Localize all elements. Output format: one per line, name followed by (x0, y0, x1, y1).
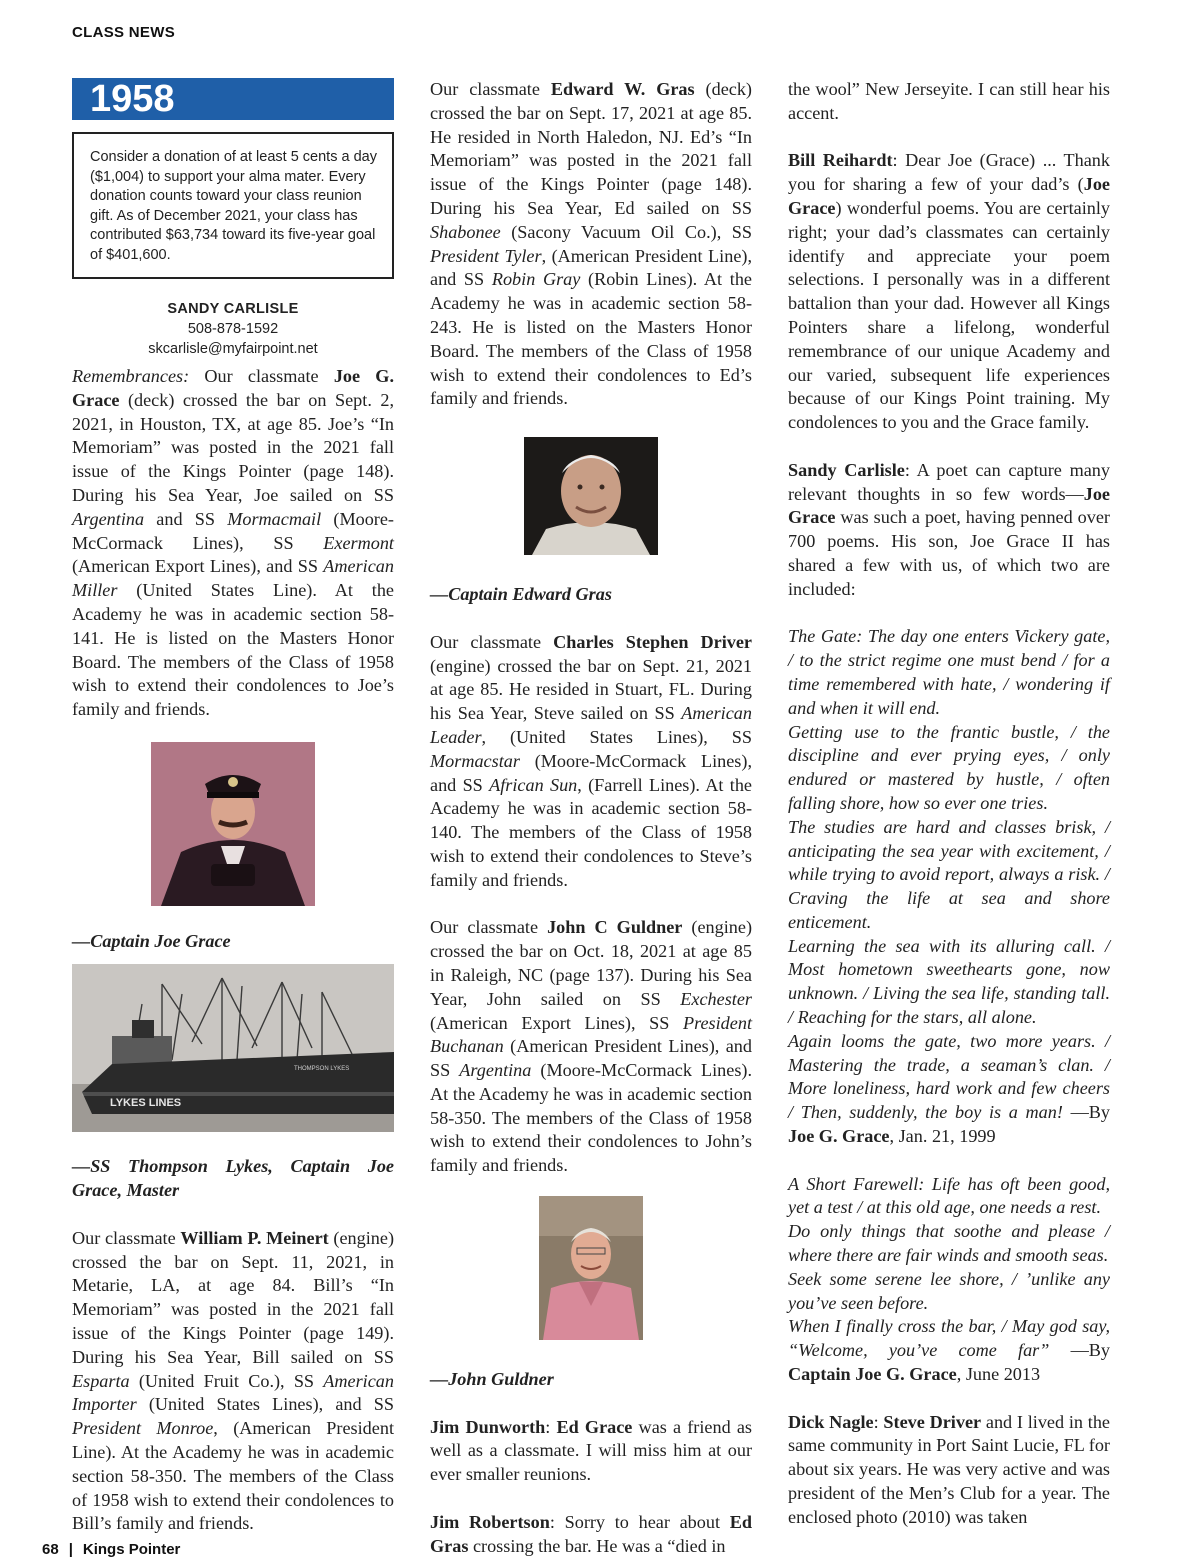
class-contact (72, 299, 394, 359)
caption-joe-grace: —Captain Joe Grace (72, 930, 231, 951)
ship-photo (72, 964, 394, 1132)
ed-gras-photo (524, 437, 658, 555)
page-number: 68 (42, 1541, 59, 1558)
publication-name: Kings Pointer (82, 1541, 181, 1558)
note-robertson: Jim Robertson: Sorry to hear about Ed Gras crossing the bar. He was a “died in (430, 1511, 752, 1556)
caption-guldner: —John Guldner (430, 1369, 554, 1390)
ship-bow-lettering: THOMPSON LYKES (294, 1065, 350, 1072)
article-ed-gras: Our classmate Edward W. Gras (deck) crossed the bar on Sept. 17, 2021 at age 85. He resided in North Haledon, NJ. Ed’s “In Memoriam” was posted in the 2021 fall issue of the Kings Pointer (page 148). During his Sea Year, Ed sailed on SS Shabonee (Sacony Vacuum Oil Co.), SS President Tyler, (American President Line), and SS Robin Gray (Robin Lines). At the Academy he was in academic section 58-243. He is listed on the Masters Honor Board. The members of the Class of 1958 wish to extend their condolences to Ed’s family and friends. (430, 79, 752, 409)
footer-separator: | (68, 1541, 73, 1558)
note-robertson-cont: the wool” New Jerseyite. I can still hear his accent. (788, 79, 1110, 123)
poem-short-farewell: A Short Farewell: Life has oft been good, yet a test / at this old age, one needs a rest. Do only things that soothe and please / where there are fair winds and smooth seas. Seek some serene lee shore, / ’unlike any you’ve seen before. When I finally cross the bar, / May god say, “Welcome, you’ve come far” —By Captain Joe G. Grace, June 2013 (788, 1173, 1110, 1385)
article-driver: Our classmate Charles Stephen Driver (engine) crossed the bar on Sept. 21, 2021 at age 85. He resided in Stuart, FL. During his Sea Year, Steve sailed on SS American Leader, (United States Lines), SS Mormacstar (Moore-McCormack Lines), and SS African Sun, (Farrell Lines). At the Academy he was in academic section 58-140. The members of the Class of 1958 wish to extend their condolences to Steve’s family and friends. (430, 631, 753, 890)
caption-ed-gras: —Captain Edward Gras (430, 584, 612, 605)
contact-email: skcarlisle@myfairpoint.net (148, 341, 318, 357)
donation-box: Consider a donation of at least 5 cents a day ($1,004) to support your alma mater. Every donation counts toward your class reunion gift. As of December 2021, your class has contributed $63,734 toward its five-year goal of $401,600. (72, 132, 394, 279)
ship-hull-lettering: LYKES LINES (110, 1096, 182, 1109)
note-nagle: Dick Nagle: Steve Driver and I lived in the same community in Port Saint Lucie, FL for about six years. He was very active and was president of the Men’s Club for a year. The enclosed photo (2010) was taken (788, 1411, 1110, 1527)
note-dunworth: Jim Dunworth: Ed Grace was a friend as well as a classmate. I will miss him at our ever smaller reunions. (430, 1416, 752, 1485)
poem-the-gate: The Gate: The day one enters Vickery gate, / to the strict regime one must bend / for a time remembered with hate, / wondering if and when it will end. Getting use to the frantic bustle, / the discipline and ever prying eyes, / only endured or mastered by hustle, / often falling shore, how so ever one tries. The studies are hard and classes brisk, / anticipating the sea year with excitement, / while trying to avoid report, always a risk. / Craving the life at sea and shore enticement. Learning the sea with its alluring call. / Most hometown sweethearts gone, now unknown. / Living the sea life, standing tall. / Reaching for the stars, all alone. Again looms the gate, two more years. / Mastering the trade, a seaman’s clan. / More loneliness, hard work and few cheers / Then, suddenly, the boy is a man! —By Joe G. Grace, Jan. 21, 1999 (788, 626, 1110, 1147)
page-footer (42, 1541, 180, 1558)
article-joe-grace: Remembrances: Our classmate Joe G. Grace (deck) crossed the bar on Sept. 2, 2021, in Houston, TX, at age 85. Joe’s “In Memoriam” was posted in the 2021 fall issue of the Kings Pointer (page 148). During his Sea Year, Joe sailed on SS Argentina and SS Mormacmail (Moore-McCormack Lines), SS Exermont (American Export Lines), and SS American Miller (United States Line). At the Academy he was in academic section 58-141. He is listed on the Masters Honor Board. The members of the Class of 1958 wish to extend their condolences to Joe’s family and friends. (72, 366, 394, 720)
column-1 (72, 78, 394, 1536)
section-label: CLASS NEWS (72, 24, 176, 41)
guldner-photo (539, 1196, 643, 1340)
contact-name: SANDY CARLISLE (167, 301, 299, 317)
caption-ship: —SS Thompson Lykes, Captain Joe Grace, Master (72, 1156, 394, 1201)
year-banner: 1958 (72, 78, 394, 120)
column-3 (788, 78, 1110, 1530)
note-carlisle: Sandy Carlisle: A poet can capture many relevant thoughts in so few words—Joe Grace was such a poet, having penned over 700 poems. His son, Joe Grace II has shared a few with us, of which two are included: (788, 459, 1110, 599)
contact-phone: 508-878-1592 (187, 321, 279, 337)
article-guldner: Our classmate John C Guldner (engine) crossed the bar on Oct. 18, 2021 at age 85 in Raleigh, NC (page 137). During his Sea Year, John sailed on SS Exchester (American Export Lines), SS President Buchanan (American President Lines), and SS Argentina (Moore-McCormack Lines). At the Academy he was in academic section 58-350. The members of the Class of 1958 wish to extend their condolences to John’s family and friends. (430, 917, 753, 1176)
joe-grace-photo (151, 742, 315, 906)
article-meinert: Our classmate William P. Meinert (engine) crossed the bar on Sept. 11, 2021, in Metarie, LA, at age 84. Bill’s “In Memoriam” was posted in the 2021 fall issue of the Kings Pointer (page 149). During his Sea Year, Bill sailed on SS Esparta (United Fruit Co.), SS American Importer (United States Lines), and SS President Monroe, (American President Line). At the Academy he was in academic section 58-350. The members of the Class of 1958 wish to extend their condolences to Bill’s family and friends. (72, 1227, 394, 1534)
note-reihardt: Bill Reihardt: Dear Joe (Grace) ... Thank you for sharing a few of your dad’s (Joe Grace) wonderful poems. You are certainly right; your dad’s classmates can certainly identify and appreciate your poem selections. I personally was in a different battalion than your dad. However all Kings Pointers share a lifelong, wonderful remembrance of our unique Academy and our varied, subsequent life experiences because of our Kings Point training. My condolences to you and the Grace family. (788, 150, 1110, 433)
column-2 (430, 78, 752, 1558)
